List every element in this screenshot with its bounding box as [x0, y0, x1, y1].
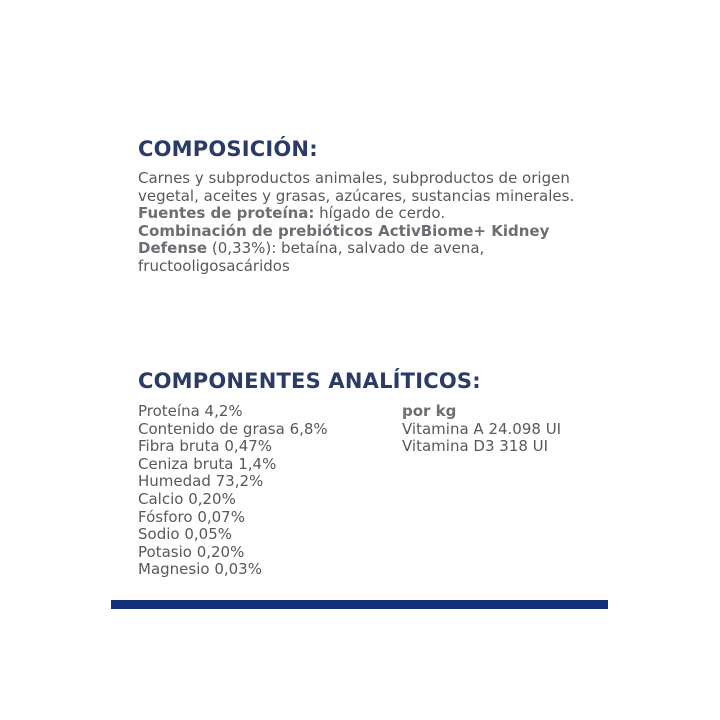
- analytic-item: Contenido de grasa 6,8%: [138, 419, 328, 438]
- protein-sources-value: hígado de cerdo.: [314, 204, 446, 223]
- composicion-body: [138, 170, 578, 276]
- analytic-item: Proteína 4,2%: [138, 402, 243, 420]
- analytic-components-list: [138, 403, 328, 579]
- analytic-item: Magnesio 0,03%: [138, 560, 262, 579]
- analytic-item: Fósforo 0,07%: [138, 507, 245, 526]
- vitamin-item: Vitamina D3 318 UI: [402, 437, 549, 456]
- analytic-item: Fibra bruta 0,47%: [138, 437, 273, 456]
- analytic-item: Humedad 73,2%: [138, 472, 264, 491]
- analytic-item: Ceniza bruta 1,4%: [138, 454, 277, 473]
- protein-sources-label: Fuentes de proteína:: [138, 204, 315, 223]
- ingredients-text: Carnes y subproductos animales, subproductos de origen vegetal, aceites y grasas, azúcares, sustancias minerales.: [138, 169, 575, 205]
- vitamins-list: [402, 403, 561, 456]
- analiticos-heading: COMPONENTES ANALÍTICOS:: [138, 369, 481, 393]
- analytic-item: Potasio 0,20%: [138, 542, 245, 561]
- vitamin-item: Vitamina A 24.098 UI: [402, 419, 562, 438]
- prebiotic-value: (0,33%): betaína, salvado de avena, fructooligosacáridos: [138, 239, 485, 275]
- composicion-heading: COMPOSICIÓN:: [138, 137, 318, 161]
- prebiotic-combination: [138, 223, 578, 276]
- analytic-item: Sodio 0,05%: [138, 525, 232, 544]
- per-kg-label: por kg: [402, 402, 457, 420]
- protein-sources: [138, 205, 578, 223]
- analytic-item: Calcio 0,20%: [138, 489, 236, 508]
- footer-bar: [111, 600, 608, 609]
- prebiotic-label: Combinación de prebióticos ActivBiome+ Kidney Defense: [138, 221, 550, 258]
